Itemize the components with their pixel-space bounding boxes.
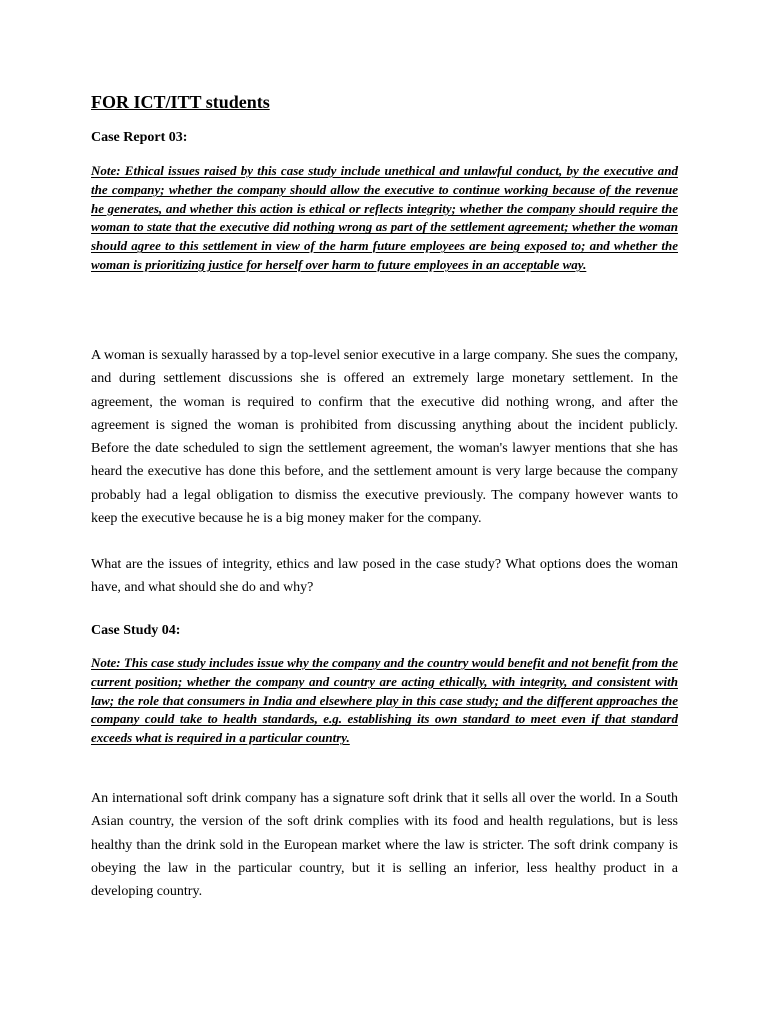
- case-study-note: Note: This case study includes issue why the company and the country would benefit and not benefit from the current position; whether the company and country are acting ethically, with integrity, and consistent with law; the role that consumers in India and elsewhere play in this case study; and the different approaches the company could take to health standards, e.g. establishing its own standard to meet even if that standard exceeds what is required in a particular country.: [91, 655, 678, 746]
- case-study-paragraph: An international soft drink company has a signature soft drink that it sells all over the world. In a South Asian country, the version of the soft drink complies with its food and health regulations, but is less healthy than the drink sold in the European market where the law is stricter. The soft drink company is obeying the law in the particular country, but it is selling an inferior, less healthy product in a developing country.: [91, 791, 678, 900]
- case-report-paragraph: A woman is sexually harassed by a top-level senior executive in a large company. She sues the company, and during settlement discussions she is offered an extremely large monetary settlement. In the agreement, the woman is required to confirm that the executive did nothing wrong, and after the agreement is signed the woman is prohibited from discussing anything about the incident publicly. Before the date scheduled to sign the settlement agreement, the woman's lawyer mentions that she has heard the executive has done this before, and the settlement amount is very large because the company probably had a legal obligation to dismiss the executive previously. The company however wants to keep the executive because he is a big money maker for the company.: [91, 348, 678, 527]
- case-study-heading: Case Study 04:: [91, 623, 181, 638]
- document-title: FOR ICT/ITT students: [91, 92, 270, 112]
- case-report-question: What are the issues of integrity, ethics and law posed in the case study? What options does the woman have, and what should she do and why?: [91, 557, 678, 596]
- case-report-heading: Case Report 03:: [91, 130, 188, 145]
- case-report-note: Note: Ethical issues raised by this case study include unethical and unlawful conduct, by the executive and the company; whether the company should allow the executive to continue working because of the revenue he generates, and whether this action is ethical or reflects integrity; whether the company should require the woman to state that the executive did nothing wrong as part of the settlement agreement; whether the woman should agree to this settlement in view of the harm future employees are being exposed to; and whether the woman is prioritizing justice for herself over harm to future employees in an acceptable way.: [91, 163, 678, 272]
